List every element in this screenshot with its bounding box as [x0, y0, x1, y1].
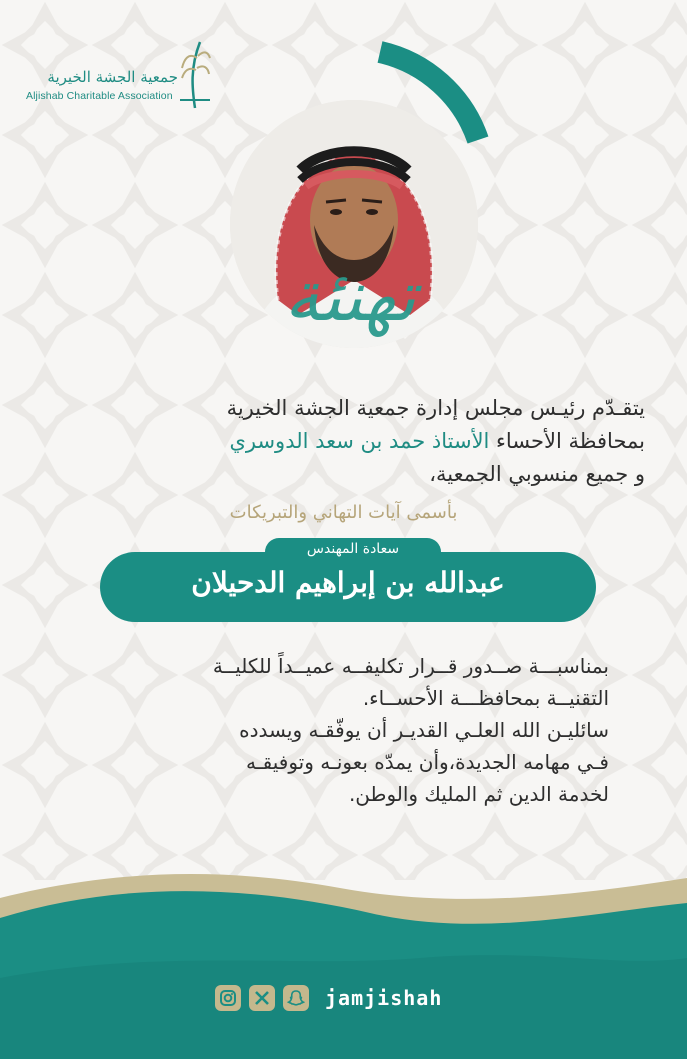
logo-english-name: Aljishab Charitable Association — [26, 90, 173, 102]
intro-line-2-prefix: بمحافظة الأحساء — [489, 429, 645, 453]
congratulations-title — [250, 245, 450, 375]
honoree-caption-tab — [265, 538, 441, 564]
palm-leaf-icon — [178, 38, 212, 110]
body-line-2: التقنيــة بمحافظـــة الأحســاء. — [362, 686, 609, 710]
body-line-4: فـي مهامه الجديدة،وأن يمدّه بعونـه وتوفيقـه — [246, 750, 609, 774]
chairman-name: الأستاذ حمد بن سعد الدوسري — [229, 429, 490, 453]
social-handle[interactable]: jamjishah — [325, 986, 443, 1010]
honoree-name: عبدالله بن إبراهيم الدحيلان — [191, 566, 505, 599]
body-paragraph — [90, 650, 609, 810]
body-line-5: لخدمة الدين ثم المليك والوطن. — [348, 782, 609, 806]
intro-line-2 — [40, 425, 645, 458]
honoree-caption: سعادة المهندس — [306, 541, 400, 557]
snapchat-icon[interactable] — [283, 985, 309, 1011]
greeting-subtitle: بأسمى آيات التهاني والتبريكات — [229, 502, 458, 523]
intro-line-3: و جميع منسوبي الجمعية، — [429, 462, 645, 486]
social-links — [215, 983, 442, 1013]
intro-line-1: يتقـدّم رئيـس مجلس إدارة جمعية الجشة الخيرية — [226, 396, 645, 420]
association-logo — [22, 38, 212, 110]
instagram-icon[interactable] — [215, 985, 241, 1011]
intro-paragraph — [40, 392, 645, 491]
x-icon[interactable] — [249, 985, 275, 1011]
body-line-1: بمناسبـــة صــدور قــرار تكليفــه عميــداً للكليــة — [212, 654, 609, 678]
footer-waves — [0, 858, 687, 1059]
logo-arabic-name: جمعية الجشة الخيرية — [47, 68, 178, 86]
title-text: تهنئة — [284, 255, 416, 337]
body-line-3: سائليـن الله العلـي القديـر أن يوفّقـه ويسدده — [239, 718, 609, 742]
